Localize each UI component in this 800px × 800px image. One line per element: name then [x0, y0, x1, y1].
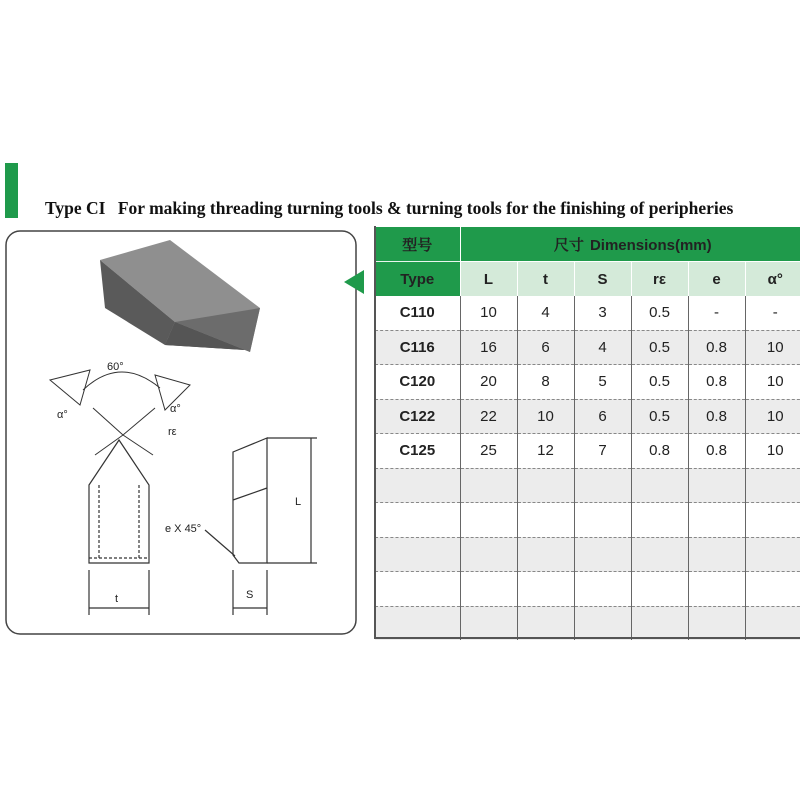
- type-label: Type CI: [45, 198, 106, 218]
- column-header: t: [517, 262, 574, 297]
- section-heading: [45, 198, 800, 219]
- column-header: α°: [745, 262, 800, 297]
- angle-60-label: 60°: [107, 361, 124, 373]
- value-cell: 5: [574, 365, 631, 400]
- value-cell: 20: [460, 365, 517, 400]
- dim-s-label: S: [246, 589, 254, 601]
- table-row: [375, 434, 800, 469]
- value-cell: 6: [517, 330, 574, 365]
- column-header: rε: [631, 262, 688, 297]
- value-cell: 12: [517, 434, 574, 469]
- alpha-right-label: α°: [170, 403, 181, 415]
- pointer-arrow-icon: [344, 270, 364, 294]
- value-cell: 10: [745, 365, 800, 400]
- value-cell: 10: [745, 330, 800, 365]
- dimensions-table: [375, 227, 800, 640]
- dim-l-label: L: [295, 496, 302, 508]
- column-header: S: [574, 262, 631, 297]
- value-cell: -: [688, 296, 745, 330]
- dim-t-label: t: [115, 593, 119, 605]
- empty-row: [375, 503, 800, 538]
- empty-row: [375, 468, 800, 503]
- value-cell: 25: [460, 434, 517, 469]
- section-accent-bar: [5, 163, 18, 218]
- value-cell: 0.8: [688, 330, 745, 365]
- value-cell: 8: [517, 365, 574, 400]
- value-cell: -: [745, 296, 800, 330]
- value-cell: 3: [574, 296, 631, 330]
- value-cell: 10: [460, 296, 517, 330]
- model-cell: C120: [375, 365, 460, 400]
- value-cell: 7: [574, 434, 631, 469]
- header-type: Type: [375, 262, 460, 297]
- model-cell: C110: [375, 296, 460, 330]
- header-dimensions: [460, 227, 800, 262]
- table-row: [375, 399, 800, 434]
- value-cell: 10: [745, 399, 800, 434]
- value-cell: 0.5: [631, 399, 688, 434]
- value-cell: 6: [574, 399, 631, 434]
- value-cell: 4: [517, 296, 574, 330]
- header-model-cn: 型号: [375, 227, 460, 262]
- value-cell: 0.5: [631, 365, 688, 400]
- header-dimensions-en: Dimensions(mm): [589, 236, 712, 254]
- alpha-left-label: α°: [57, 409, 68, 421]
- value-cell: 0.5: [631, 330, 688, 365]
- model-cell: C125: [375, 434, 460, 469]
- value-cell: 22: [460, 399, 517, 434]
- radius-label: rε: [168, 426, 177, 438]
- type-description: For making threading turning tools & turning tools for the finishing of peripheries: [117, 198, 734, 218]
- insert-diagram: [5, 230, 357, 635]
- column-header: e: [688, 262, 745, 297]
- value-cell: 10: [745, 434, 800, 469]
- column-header: L: [460, 262, 517, 297]
- value-cell: 10: [517, 399, 574, 434]
- empty-row: [375, 572, 800, 607]
- table-row: [375, 296, 800, 330]
- model-cell: C116: [375, 330, 460, 365]
- empty-row: [375, 537, 800, 572]
- empty-row: [375, 606, 800, 640]
- table-row: [375, 330, 800, 365]
- chamfer-label: e X 45°: [165, 523, 202, 535]
- value-cell: 4: [574, 330, 631, 365]
- model-cell: C122: [375, 399, 460, 434]
- value-cell: 0.8: [688, 365, 745, 400]
- value-cell: 0.8: [688, 399, 745, 434]
- value-cell: 0.5: [631, 296, 688, 330]
- value-cell: 0.8: [688, 434, 745, 469]
- value-cell: 0.8: [631, 434, 688, 469]
- value-cell: 16: [460, 330, 517, 365]
- table-row: [375, 365, 800, 400]
- header-dimensions-cn: 尺寸: [553, 236, 584, 254]
